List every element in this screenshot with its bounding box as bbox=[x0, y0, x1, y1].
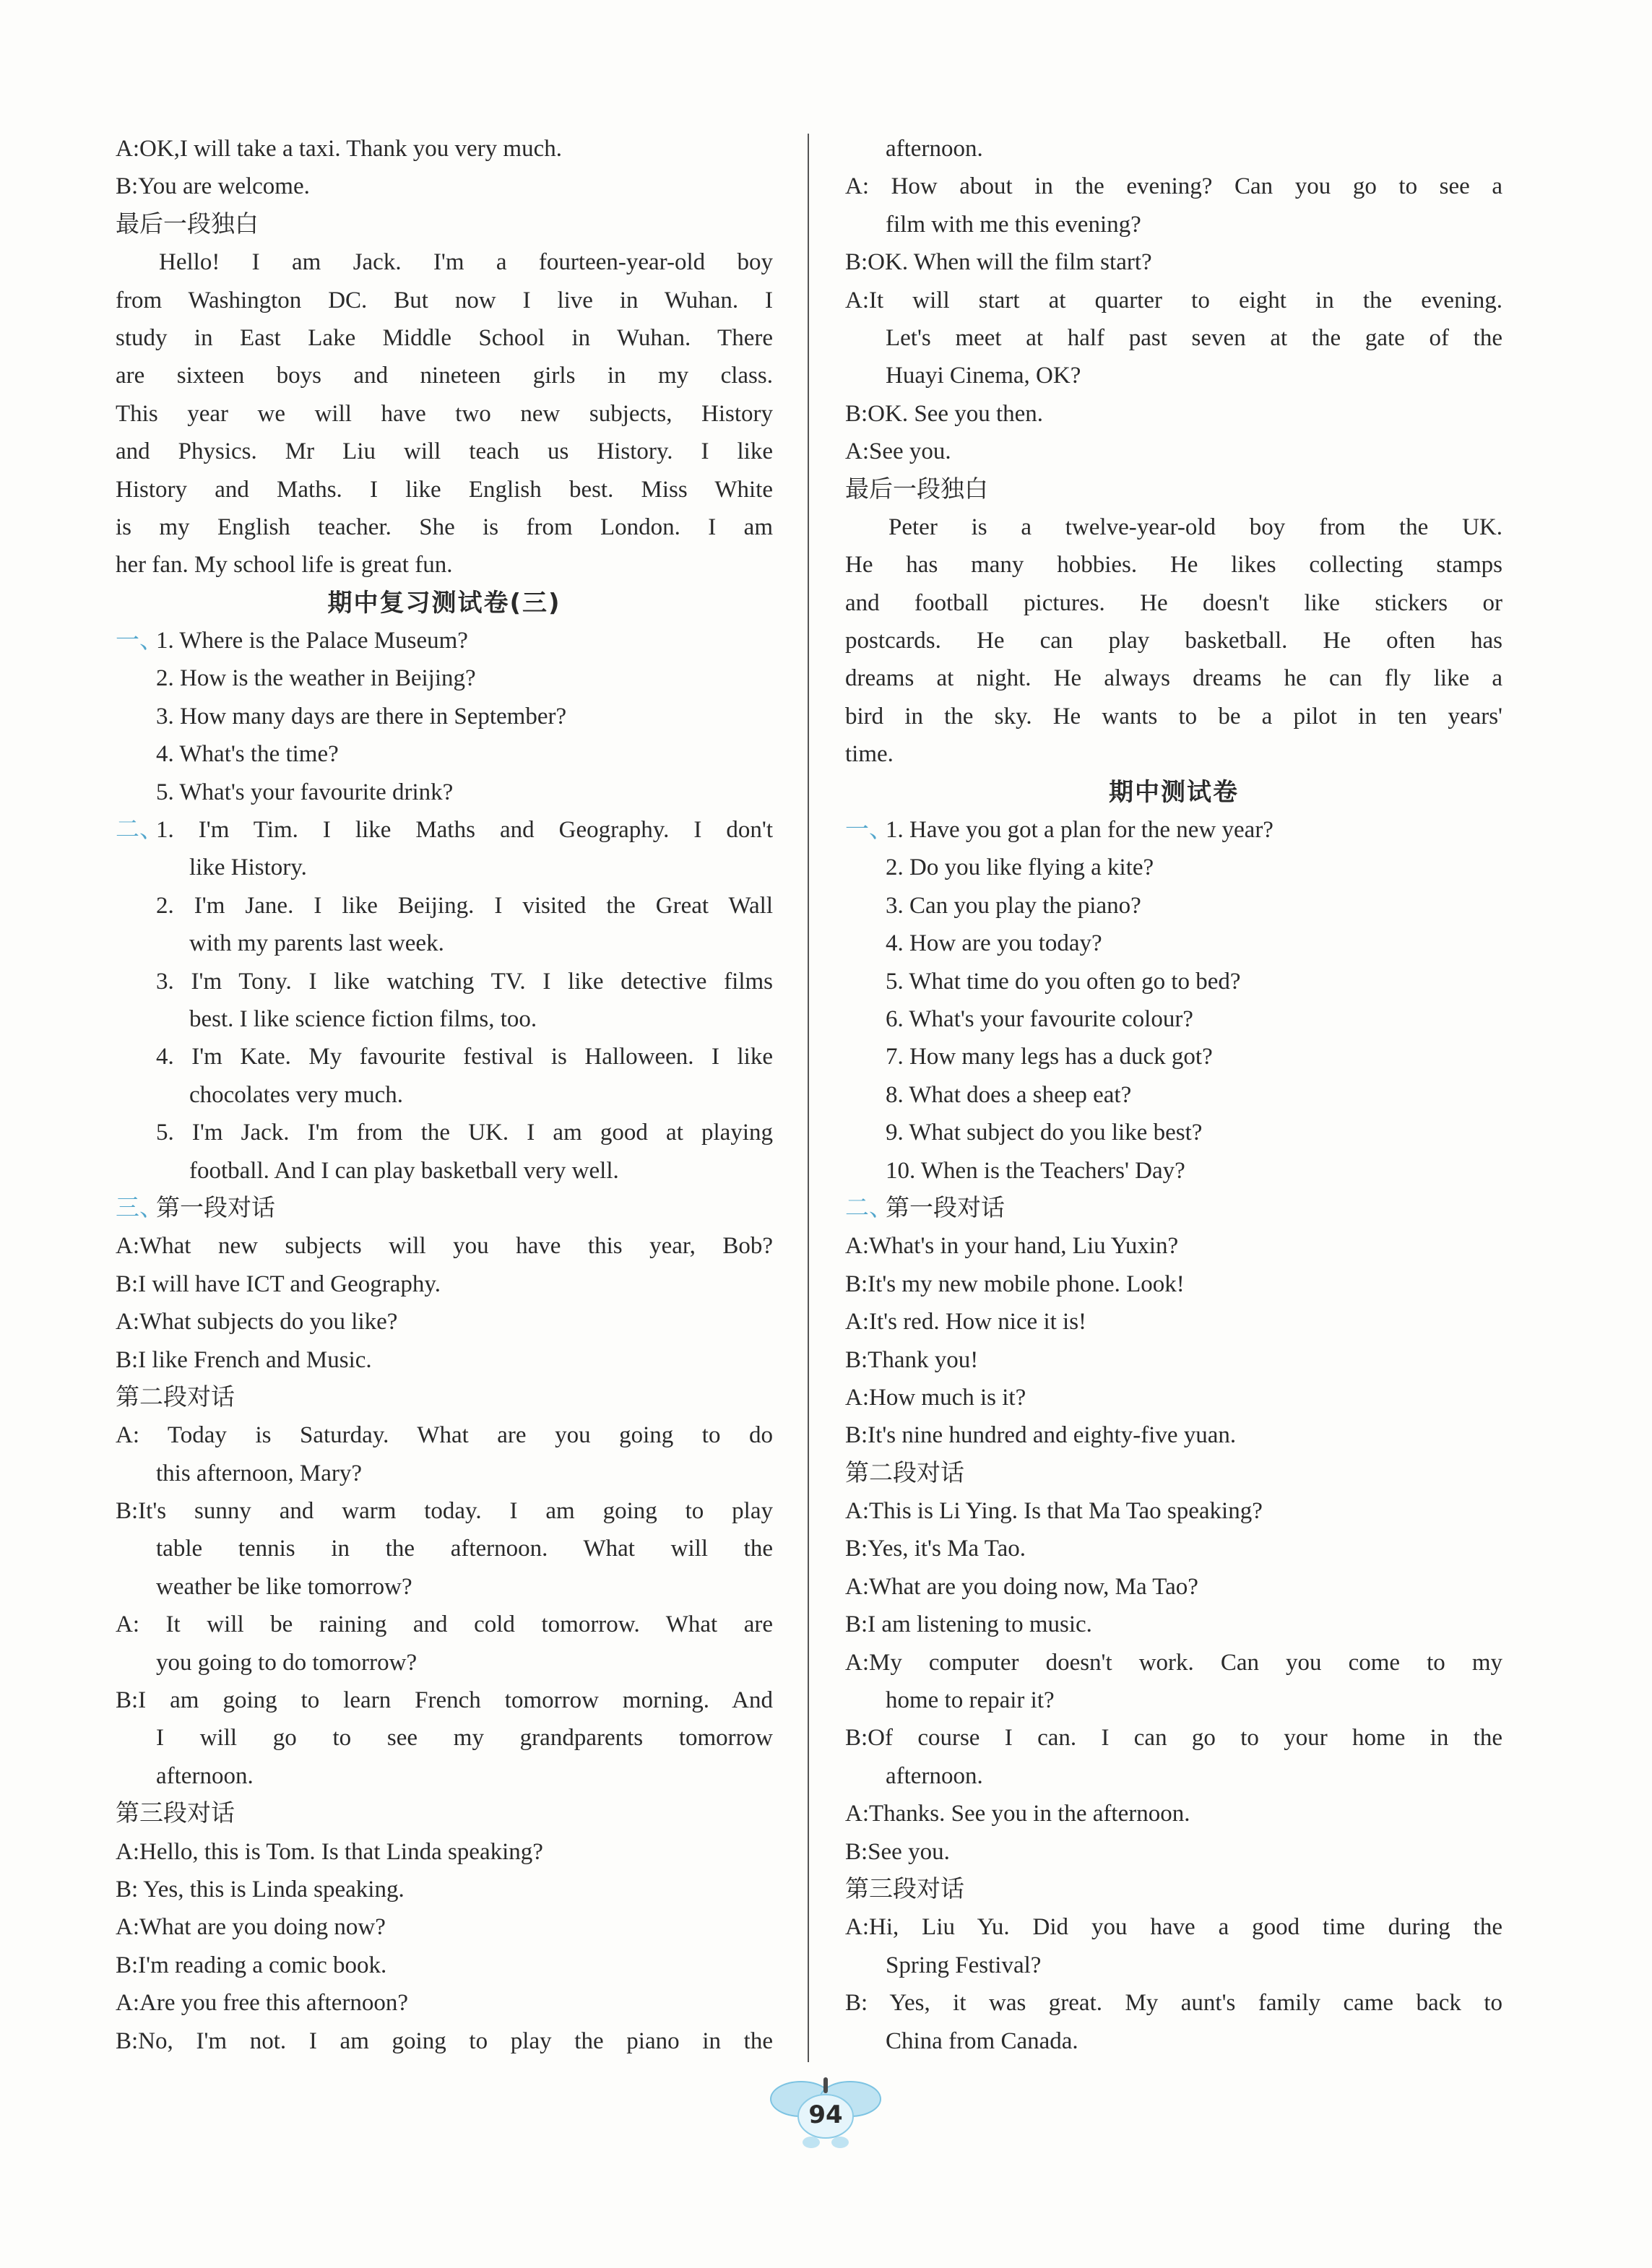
text-line: B:Yes, it's Ma Tao. bbox=[845, 1536, 1026, 1562]
text-line: A:Hello, this is Tom. Is that Linda speaking? bbox=[116, 1838, 543, 1865]
question-item: 6. What's your favourite colour? bbox=[886, 1005, 1193, 1032]
text-line: This year we will have two new subjects, History bbox=[116, 400, 773, 427]
question-item: 4. How are you today? bbox=[886, 930, 1102, 957]
dialogue-continuation: home to repair it? bbox=[886, 1687, 1055, 1714]
text-line: A:Thanks. See you in the afternoon. bbox=[845, 1801, 1190, 1827]
text-line: B:I will have ICT and Geography. bbox=[116, 1271, 441, 1297]
part-label: 最后一段独白 bbox=[116, 211, 259, 238]
text-line: B:See you. bbox=[845, 1838, 950, 1865]
text-line: B:OK. When will the film start? bbox=[845, 249, 1152, 276]
text-line: A:What are you doing now? bbox=[116, 1914, 386, 1941]
text-line: A:What new subjects will you have this year, Bob? bbox=[116, 1233, 773, 1260]
text-line: A:Hi, Liu Yu. Did you have a good time during the bbox=[845, 1914, 1502, 1941]
text-line: A:OK,I will take a taxi. Thank you very much. bbox=[116, 136, 562, 162]
dialogue-continuation: table tennis in the afternoon. What will the bbox=[156, 1536, 773, 1562]
question-item: 2. Do you like flying a kite? bbox=[886, 854, 1154, 881]
monologue-line: Hello! I am Jack. I'm a fourteen-year-old boy bbox=[159, 249, 773, 276]
part-label: 第三段对话 bbox=[845, 1876, 964, 1903]
dialogue-continuation: I will go to see my grandparents tomorrow bbox=[156, 1725, 773, 1752]
text-line: B: Yes, this is Linda speaking. bbox=[116, 1876, 405, 1903]
question-continuation: football. And I can play basketball very well. bbox=[189, 1157, 619, 1184]
text-line: A:What subjects do you like? bbox=[116, 1309, 398, 1336]
monologue-line: Peter is a twelve-year-old boy from the UK. bbox=[888, 514, 1502, 540]
text-line: and Physics. Mr Liu will teach us History. I like bbox=[116, 438, 773, 465]
text-line: He has many hobbies. He likes collecting stamps bbox=[845, 552, 1502, 579]
text-line: and football pictures. He doesn't like stickers or bbox=[845, 589, 1502, 616]
text-line: from Washington DC. But now I live in Wuhan. I bbox=[116, 287, 773, 313]
section-number: 一、 bbox=[116, 628, 163, 654]
question-item: 5. I'm Jack. I'm from the UK. I am good at playing bbox=[156, 1120, 773, 1146]
dialogue-continuation: afternoon. bbox=[886, 1762, 983, 1789]
question-item bbox=[845, 811, 1502, 849]
page-number: 94 bbox=[808, 2100, 843, 2129]
dialogue-continuation: afternoon. bbox=[156, 1762, 254, 1789]
text-line: B:You are welcome. bbox=[116, 173, 310, 200]
question-item: 10. When is the Teachers' Day? bbox=[886, 1157, 1185, 1184]
question-continuation: with my parents last week. bbox=[189, 930, 444, 957]
text-line: A: Today is Saturday. What are you going to do bbox=[116, 1422, 773, 1449]
text-line: B:Of course I can. I can go to your home in the bbox=[845, 1725, 1502, 1752]
text-line: History and Maths. I like English best. Miss White bbox=[116, 476, 773, 503]
section-heading: 期中测试卷 bbox=[1109, 777, 1239, 807]
text-line: B:I'm reading a comic book. bbox=[116, 1952, 387, 1978]
question-item bbox=[116, 811, 773, 849]
question-item: 4. What's the time? bbox=[156, 741, 339, 768]
text-line: B: Yes, it was great. My aunt's family came back to bbox=[845, 1990, 1502, 2017]
question-item: 3. Can you play the piano? bbox=[886, 892, 1141, 919]
text-line: B:I am listening to music. bbox=[845, 1611, 1092, 1638]
text-line: A:See you. bbox=[845, 438, 951, 465]
part-label: 第二段对话 bbox=[845, 1460, 964, 1486]
text-line: her fan. My school life is great fun. bbox=[116, 552, 453, 579]
text-line: A:What are you doing now, Ma Tao? bbox=[845, 1573, 1198, 1600]
dialogue-continuation: Spring Festival? bbox=[886, 1952, 1042, 1978]
text-line: A:This is Li Ying. Is that Ma Tao speaking? bbox=[845, 1498, 1263, 1525]
text-line: A:My computer doesn't work. Can you come to my bbox=[845, 1649, 1502, 1676]
dialogue-continuation: Huayi Cinema, OK? bbox=[886, 363, 1081, 389]
text-line: A:What's in your hand, Liu Yuxin? bbox=[845, 1233, 1179, 1260]
dialogue-continuation: this afternoon, Mary? bbox=[156, 1460, 362, 1486]
dialogue-continuation: weather be like tomorrow? bbox=[156, 1573, 412, 1600]
left-column bbox=[116, 130, 773, 2060]
dialogue-continuation: you going to do tomorrow? bbox=[156, 1649, 418, 1676]
text-line: bird in the sky. He wants to be a pilot in ten years' bbox=[845, 703, 1502, 730]
question-continuation: like History. bbox=[189, 854, 307, 881]
text-line: B:OK. See you then. bbox=[845, 400, 1044, 427]
text-line: B:It's my new mobile phone. Look! bbox=[845, 1271, 1185, 1297]
question-item: 3. I'm Tony. I like watching TV. I like detective films bbox=[156, 968, 773, 995]
dialogue-continuation: afternoon. bbox=[886, 136, 983, 162]
text-line: B:Thank you! bbox=[845, 1346, 979, 1373]
question-item: 7. How many legs has a duck got? bbox=[886, 1044, 1213, 1070]
question-text: 1. I'm Tim. I like Maths and Geography. I don't bbox=[156, 817, 773, 844]
section-number: 三、 bbox=[116, 1195, 163, 1221]
text-line: are sixteen boys and nineteen girls in my class. bbox=[116, 363, 773, 389]
text-line: B:It's sunny and warm today. I am going to play bbox=[116, 1498, 773, 1525]
part-label: 第三段对话 bbox=[116, 1801, 235, 1827]
text-line: A:Are you free this afternoon? bbox=[116, 1990, 409, 2017]
dialogue-continuation: Let's meet at half past seven at the gate of the bbox=[886, 324, 1502, 351]
question-text: 1. Where is the Palace Museum? bbox=[156, 628, 468, 654]
question-item bbox=[116, 1190, 773, 1227]
text-line: postcards. He can play basketball. He often has bbox=[845, 628, 1502, 654]
text-line: A: It will be raining and cold tomorrow. What are bbox=[116, 1611, 773, 1638]
question-continuation: chocolates very much. bbox=[189, 1081, 403, 1108]
text-line: A:It will start at quarter to eight in the evening. bbox=[845, 287, 1502, 313]
text-line: B:I am going to learn French tomorrow morning. And bbox=[116, 1687, 773, 1714]
section-number: 一、 bbox=[845, 817, 893, 844]
question-text: 1. Have you got a plan for the new year? bbox=[886, 817, 1273, 844]
text-line: time. bbox=[845, 741, 894, 768]
dialogue-continuation: film with me this evening? bbox=[886, 211, 1141, 238]
question-item: 8. What does a sheep eat? bbox=[886, 1081, 1132, 1108]
question-text: 第一段对话 bbox=[886, 1195, 1005, 1221]
question-item bbox=[845, 1190, 1502, 1227]
page-number-badge bbox=[768, 2074, 883, 2154]
question-item: 3. How many days are there in September? bbox=[156, 703, 567, 730]
section-number: 二、 bbox=[116, 817, 163, 844]
column-divider bbox=[808, 134, 809, 2062]
section-number: 二、 bbox=[845, 1195, 893, 1221]
text-line: B:No, I'm not. I am going to play the piano in the bbox=[116, 2027, 773, 2054]
question-item: 9. What subject do you like best? bbox=[886, 1120, 1203, 1146]
text-line: study in East Lake Middle School in Wuhan. There bbox=[116, 324, 773, 351]
text-line: A:How much is it? bbox=[845, 1384, 1026, 1411]
question-item: 5. What time do you often go to bed? bbox=[886, 968, 1241, 995]
question-continuation: best. I like science fiction films, too. bbox=[189, 1005, 537, 1032]
question-item: 2. How is the weather in Beijing? bbox=[156, 665, 476, 692]
text-line: dreams at night. He always dreams he can fly like a bbox=[845, 665, 1502, 692]
part-label: 第二段对话 bbox=[116, 1384, 235, 1411]
section-heading: 期中复习测试卷(三) bbox=[327, 588, 561, 618]
text-line: B:I like French and Music. bbox=[116, 1346, 372, 1373]
part-label: 最后一段独白 bbox=[845, 476, 988, 503]
text-line: A:It's red. How nice it is! bbox=[845, 1309, 1087, 1336]
right-column bbox=[845, 130, 1502, 2060]
text-line: B:It's nine hundred and eighty-five yuan. bbox=[845, 1422, 1237, 1449]
question-item: 4. I'm Kate. My favourite festival is Halloween. I like bbox=[156, 1044, 773, 1070]
question-item bbox=[116, 622, 773, 659]
dialogue-continuation: China from Canada. bbox=[886, 2027, 1078, 2054]
text-line: A: How about in the evening? Can you go to see a bbox=[845, 173, 1502, 200]
question-text: 第一段对话 bbox=[156, 1195, 275, 1221]
question-item: 5. What's your favourite drink? bbox=[156, 779, 454, 805]
question-item: 2. I'm Jane. I like Beijing. I visited the Great Wall bbox=[156, 892, 773, 919]
text-line: is my English teacher. She is from London. I am bbox=[116, 514, 773, 540]
